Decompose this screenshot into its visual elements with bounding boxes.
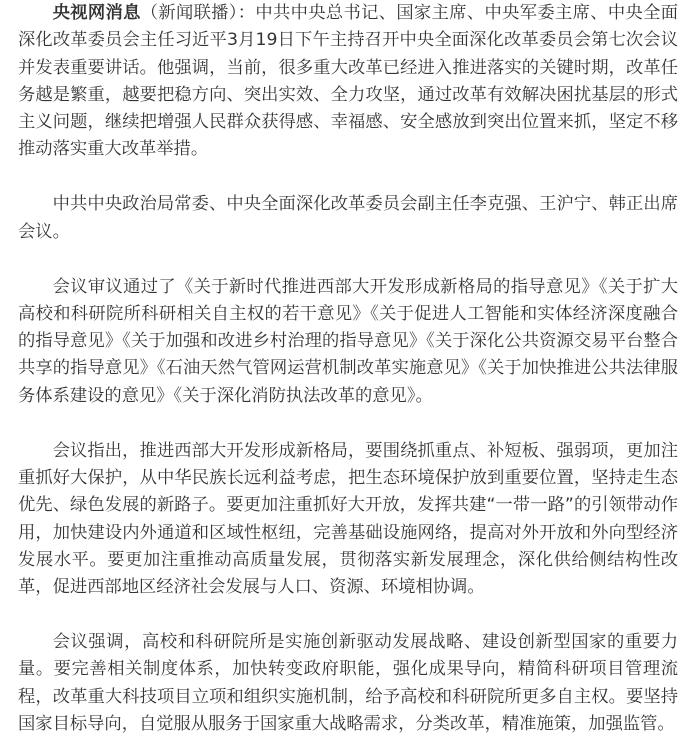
paragraph-2: 中共中央政治局常委、中央全面深化改革委员会副主任李克强、王沪宁、韩正出席会议。	[18, 194, 678, 242]
paragraph-5: 会议强调，高校和科研院所是实施创新驱动发展战略、建设创新型国家的重要力量。要完善相关制度体系，加快转变政府职能，强化成果导向，精简科研项目管理流程，改革重大科技项目立项和组织实施机制，给予高校和科研院所更多自主权。要坚持国家目标导向，自觉服从服务于国家重大战略需求，分类改革，精准施策，加强监管。	[18, 632, 678, 734]
paragraph-4: 会议指出，推进西部大开发形成新格局，要围绕抓重点、补短板、强弱项，更加注重抓好大保护，从中华民族长远利益考虑，把生态环境保护放到重要位置，坚持走生态优先、绿色发展的新路子。要更加注重抓好大开放，发挥共建“一带一路”的引领带动作用，加快建设内外通道和区域性枢纽，完善基础设施网络，提高对外开放和外向型经济发展水平。要更加注重推动高质量发展，贯彻落实新发展理念，深化供给侧结构性改革，促进西部地区经济社会发展与人口、资源、环境相协调。	[18, 440, 678, 598]
paragraph-1	[18, 0, 678, 164]
news-source-label: 央视网消息	[52, 3, 141, 23]
paragraph-1-text: 中共中央总书记、国家主席、中央军委主席、中央全面深化改革委员会主任习近平3月19日下午主持召开中央全面深化改革委员会第七次会议并发表重要讲话。他强调，当前，很多重大改革已经进入推进落实的关键时期，改革任务越是繁重，越要把稳方向、突出实效、全力攻坚，通过改革有效解决困扰基层的形式主义问题，继续把增强人民群众获得感、幸福感、安全感放到突出位置来抓，坚定不移推动落实重大改革举措。	[18, 3, 678, 160]
news-source-note: （新闻联播）：	[140, 3, 256, 23]
paragraph-3: 会议审议通过了《关于新时代推进西部大开发形成新格局的指导意见》《关于扩大高校和科研院所科研相关自主权的若干意见》《关于促进人工智能和实体经济深度融合的指导意见》《关于加强和改进乡村治理的指导意见》《关于深化公共资源交易平台整合共享的指导意见》《石油天然气管网运营机制改革实施意见》《关于加快推进公共法律服务体系建设的意见》《关于深化消防执法改革的意见》。	[18, 276, 678, 406]
